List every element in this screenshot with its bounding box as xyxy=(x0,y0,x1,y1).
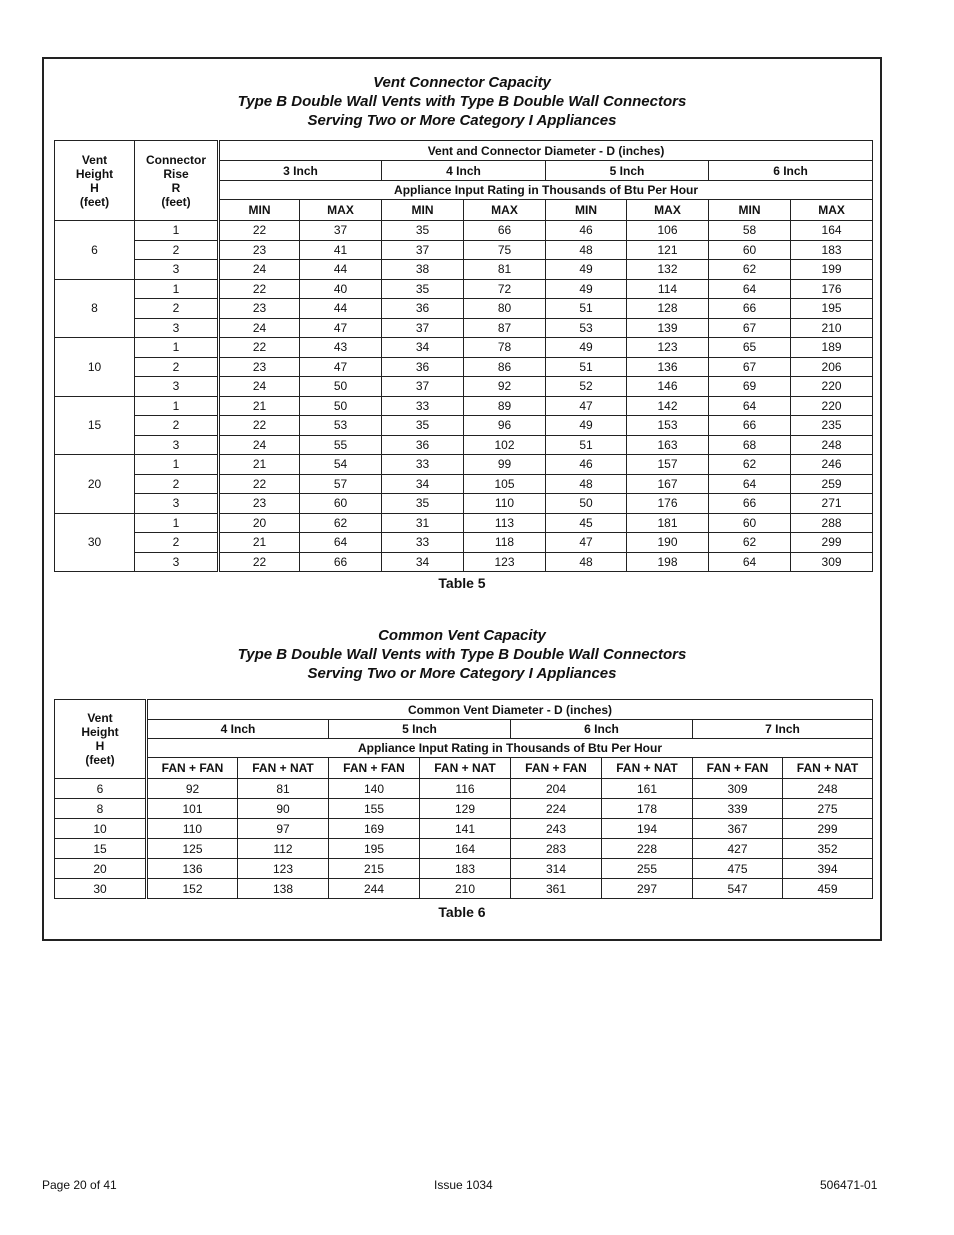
capacity-cell: 51 xyxy=(546,357,627,377)
table5-caption: Table 5 xyxy=(438,575,486,591)
capacity-cell: 68 xyxy=(709,435,791,455)
capacity-cell: 66 xyxy=(709,299,791,319)
capacity-cell: 64 xyxy=(709,552,791,572)
capacity-cell: 47 xyxy=(300,318,382,338)
capacity-cell: 255 xyxy=(602,859,693,879)
table-row xyxy=(55,879,873,899)
capacity-cell: 60 xyxy=(709,513,791,533)
vent-height-cell: 6 xyxy=(55,221,135,280)
capacity-cell: 246 xyxy=(791,455,873,475)
connector-rise-header: Connector Rise R (feet) xyxy=(135,141,219,221)
capacity-cell: 106 xyxy=(627,221,709,241)
capacity-cell: 80 xyxy=(464,299,546,319)
capacity-cell: 44 xyxy=(300,260,382,280)
table-row xyxy=(55,338,873,358)
capacity-cell: 367 xyxy=(693,819,783,839)
capacity-cell: 153 xyxy=(627,416,709,436)
capacity-cell: 44 xyxy=(300,299,382,319)
capacity-cell: 22 xyxy=(219,552,300,572)
vent-height-cell: 20 xyxy=(55,859,147,879)
capacity-cell: 361 xyxy=(511,879,602,899)
table5-title-line: Vent Connector Capacity xyxy=(373,74,551,91)
capacity-cell: 24 xyxy=(219,260,300,280)
capacity-cell: 427 xyxy=(693,839,783,859)
capacity-cell: 112 xyxy=(238,839,329,859)
size-header: 4 Inch xyxy=(382,161,546,181)
table5-title-line: Type B Double Wall Vents with Type B Double Wall Connectors xyxy=(237,93,687,110)
capacity-cell: 164 xyxy=(420,839,511,859)
capacity-cell: 22 xyxy=(219,416,300,436)
capacity-cell: 161 xyxy=(602,779,693,799)
size-header: 5 Inch xyxy=(546,161,709,181)
table-row xyxy=(55,240,873,260)
capacity-cell: 248 xyxy=(791,435,873,455)
capacity-cell: 49 xyxy=(546,260,627,280)
size-header: 6 Inch xyxy=(511,720,693,739)
capacity-cell: 50 xyxy=(300,377,382,397)
capacity-cell: 102 xyxy=(464,435,546,455)
capacity-cell: 78 xyxy=(464,338,546,358)
fan-nat-header: FAN + NAT xyxy=(420,758,511,779)
capacity-cell: 22 xyxy=(219,279,300,299)
capacity-cell: 142 xyxy=(627,396,709,416)
fan-fan-header: FAN + FAN xyxy=(147,758,238,779)
fan-nat-header: FAN + NAT xyxy=(602,758,693,779)
connector-rise-cell: 2 xyxy=(135,299,219,319)
capacity-cell: 60 xyxy=(709,240,791,260)
capacity-cell: 176 xyxy=(627,494,709,514)
capacity-cell: 75 xyxy=(464,240,546,260)
table-row xyxy=(55,260,873,280)
capacity-cell: 62 xyxy=(709,260,791,280)
capacity-cell: 157 xyxy=(627,455,709,475)
table-row xyxy=(55,859,873,879)
capacity-cell: 51 xyxy=(546,435,627,455)
capacity-cell: 67 xyxy=(709,318,791,338)
capacity-cell: 110 xyxy=(464,494,546,514)
capacity-cell: 47 xyxy=(546,396,627,416)
capacity-cell: 181 xyxy=(627,513,709,533)
rating-header: Appliance Input Rating in Thousands of Btu Per Hour xyxy=(147,739,873,758)
capacity-cell: 199 xyxy=(791,260,873,280)
capacity-cell: 194 xyxy=(602,819,693,839)
capacity-cell: 23 xyxy=(219,240,300,260)
capacity-cell: 195 xyxy=(791,299,873,319)
capacity-cell: 33 xyxy=(382,455,464,475)
min-header: MIN xyxy=(219,200,300,221)
capacity-cell: 23 xyxy=(219,357,300,377)
capacity-cell: 34 xyxy=(382,338,464,358)
capacity-cell: 22 xyxy=(219,338,300,358)
capacity-cell: 49 xyxy=(546,279,627,299)
capacity-cell: 54 xyxy=(300,455,382,475)
capacity-cell: 66 xyxy=(709,494,791,514)
capacity-cell: 45 xyxy=(546,513,627,533)
table5-title xyxy=(44,73,880,130)
capacity-cell: 155 xyxy=(329,799,420,819)
table6-title-line: Common Vent Capacity xyxy=(378,627,546,644)
capacity-cell: 138 xyxy=(238,879,329,899)
capacity-cell: 167 xyxy=(627,474,709,494)
capacity-cell: 128 xyxy=(627,299,709,319)
capacity-cell: 48 xyxy=(546,474,627,494)
capacity-cell: 37 xyxy=(382,377,464,397)
connector-rise-cell: 1 xyxy=(135,455,219,475)
capacity-cell: 235 xyxy=(791,416,873,436)
capacity-cell: 64 xyxy=(709,474,791,494)
capacity-cell: 297 xyxy=(602,879,693,899)
capacity-cell: 34 xyxy=(382,552,464,572)
capacity-cell: 198 xyxy=(627,552,709,572)
connector-rise-cell: 1 xyxy=(135,279,219,299)
capacity-cell: 547 xyxy=(693,879,783,899)
capacity-cell: 53 xyxy=(300,416,382,436)
capacity-cell: 38 xyxy=(382,260,464,280)
capacity-cell: 66 xyxy=(300,552,382,572)
capacity-cell: 183 xyxy=(420,859,511,879)
capacity-cell: 118 xyxy=(464,533,546,553)
vent-height-cell: 10 xyxy=(55,338,135,397)
capacity-cell: 52 xyxy=(546,377,627,397)
capacity-cell: 24 xyxy=(219,377,300,397)
table-row xyxy=(55,318,873,338)
capacity-cell: 66 xyxy=(709,416,791,436)
connector-rise-cell: 3 xyxy=(135,377,219,397)
vent-height-cell: 8 xyxy=(55,799,147,819)
table-row xyxy=(55,221,873,241)
capacity-cell: 46 xyxy=(546,455,627,475)
fan-nat-header: FAN + NAT xyxy=(783,758,873,779)
capacity-cell: 314 xyxy=(511,859,602,879)
vent-height-header: Vent Height H (feet) xyxy=(55,700,147,779)
vent-height-cell: 6 xyxy=(55,779,147,799)
fan-fan-header: FAN + FAN xyxy=(693,758,783,779)
table-row xyxy=(55,819,873,839)
capacity-cell: 164 xyxy=(791,221,873,241)
connector-rise-cell: 3 xyxy=(135,494,219,514)
capacity-cell: 195 xyxy=(329,839,420,859)
capacity-cell: 113 xyxy=(464,513,546,533)
table-row xyxy=(55,357,873,377)
table-row xyxy=(55,435,873,455)
capacity-cell: 121 xyxy=(627,240,709,260)
capacity-cell: 62 xyxy=(300,513,382,533)
capacity-cell: 31 xyxy=(382,513,464,533)
capacity-cell: 152 xyxy=(147,879,238,899)
table6-caption: Table 6 xyxy=(438,904,486,920)
capacity-cell: 475 xyxy=(693,859,783,879)
capacity-cell: 35 xyxy=(382,279,464,299)
capacity-cell: 220 xyxy=(791,396,873,416)
capacity-cell: 178 xyxy=(602,799,693,819)
capacity-cell: 105 xyxy=(464,474,546,494)
capacity-cell: 86 xyxy=(464,357,546,377)
table-row xyxy=(55,513,873,533)
capacity-cell: 64 xyxy=(709,279,791,299)
capacity-cell: 47 xyxy=(546,533,627,553)
rating-header: Appliance Input Rating in Thousands of Btu Per Hour xyxy=(219,181,873,200)
capacity-cell: 110 xyxy=(147,819,238,839)
capacity-cell: 275 xyxy=(783,799,873,819)
connector-rise-cell: 3 xyxy=(135,435,219,455)
capacity-cell: 123 xyxy=(464,552,546,572)
capacity-cell: 99 xyxy=(464,455,546,475)
capacity-cell: 210 xyxy=(420,879,511,899)
capacity-cell: 65 xyxy=(709,338,791,358)
size-header: 7 Inch xyxy=(693,720,873,739)
capacity-cell: 33 xyxy=(382,533,464,553)
capacity-cell: 459 xyxy=(783,879,873,899)
capacity-cell: 41 xyxy=(300,240,382,260)
connector-rise-cell: 3 xyxy=(135,318,219,338)
document-number: 506471-01 xyxy=(820,1178,878,1192)
table-row xyxy=(55,299,873,319)
capacity-cell: 283 xyxy=(511,839,602,859)
capacity-cell: 259 xyxy=(791,474,873,494)
connector-rise-cell: 1 xyxy=(135,221,219,241)
capacity-cell: 21 xyxy=(219,396,300,416)
table-row xyxy=(55,494,873,514)
fan-fan-header: FAN + FAN xyxy=(511,758,602,779)
min-header: MIN xyxy=(382,200,464,221)
capacity-cell: 101 xyxy=(147,799,238,819)
max-header: MAX xyxy=(627,200,709,221)
capacity-cell: 89 xyxy=(464,396,546,416)
vent-height-cell: 10 xyxy=(55,819,147,839)
capacity-cell: 36 xyxy=(382,299,464,319)
capacity-cell: 33 xyxy=(382,396,464,416)
capacity-cell: 23 xyxy=(219,299,300,319)
capacity-cell: 53 xyxy=(546,318,627,338)
capacity-cell: 129 xyxy=(420,799,511,819)
vent-height-cell: 20 xyxy=(55,455,135,514)
capacity-cell: 309 xyxy=(693,779,783,799)
capacity-cell: 189 xyxy=(791,338,873,358)
capacity-cell: 21 xyxy=(219,533,300,553)
capacity-cell: 204 xyxy=(511,779,602,799)
table-row xyxy=(55,799,873,819)
min-header: MIN xyxy=(709,200,791,221)
capacity-cell: 183 xyxy=(791,240,873,260)
capacity-cell: 352 xyxy=(783,839,873,859)
capacity-cell: 62 xyxy=(709,533,791,553)
capacity-cell: 125 xyxy=(147,839,238,859)
capacity-cell: 136 xyxy=(627,357,709,377)
capacity-cell: 215 xyxy=(329,859,420,879)
issue-number: Issue 1034 xyxy=(434,1178,493,1192)
size-header: 6 Inch xyxy=(709,161,873,181)
capacity-cell: 48 xyxy=(546,552,627,572)
vent-height-cell: 30 xyxy=(55,513,135,572)
fan-fan-header: FAN + FAN xyxy=(329,758,420,779)
connector-rise-cell: 1 xyxy=(135,338,219,358)
table-row xyxy=(55,377,873,397)
capacity-cell: 288 xyxy=(791,513,873,533)
table6-title-line: Type B Double Wall Vents with Type B Double Wall Connectors xyxy=(237,646,687,663)
max-header: MAX xyxy=(464,200,546,221)
capacity-cell: 81 xyxy=(464,260,546,280)
size-header: 3 Inch xyxy=(219,161,382,181)
table-row xyxy=(55,779,873,799)
connector-rise-cell: 2 xyxy=(135,533,219,553)
capacity-cell: 394 xyxy=(783,859,873,879)
capacity-cell: 22 xyxy=(219,474,300,494)
capacity-cell: 228 xyxy=(602,839,693,859)
capacity-cell: 224 xyxy=(511,799,602,819)
capacity-cell: 20 xyxy=(219,513,300,533)
capacity-cell: 114 xyxy=(627,279,709,299)
max-header: MAX xyxy=(791,200,873,221)
connector-rise-cell: 2 xyxy=(135,357,219,377)
capacity-cell: 49 xyxy=(546,416,627,436)
size-header: 5 Inch xyxy=(329,720,511,739)
table-row xyxy=(55,552,873,572)
vent-height-cell: 15 xyxy=(55,839,147,859)
capacity-cell: 90 xyxy=(238,799,329,819)
diameter-header: Common Vent Diameter - D (inches) xyxy=(147,700,873,720)
capacity-cell: 169 xyxy=(329,819,420,839)
capacity-cell: 190 xyxy=(627,533,709,553)
capacity-cell: 66 xyxy=(464,221,546,241)
capacity-cell: 55 xyxy=(300,435,382,455)
capacity-cell: 220 xyxy=(791,377,873,397)
capacity-cell: 67 xyxy=(709,357,791,377)
table-row xyxy=(55,839,873,859)
capacity-cell: 35 xyxy=(382,494,464,514)
diameter-header: Vent and Connector Diameter - D (inches) xyxy=(219,141,873,161)
vent-height-cell: 8 xyxy=(55,279,135,338)
table-row xyxy=(55,533,873,553)
vent-height-cell: 30 xyxy=(55,879,147,899)
table6-title xyxy=(44,626,880,683)
capacity-cell: 64 xyxy=(300,533,382,553)
connector-rise-cell: 3 xyxy=(135,260,219,280)
connector-rise-cell: 2 xyxy=(135,474,219,494)
capacity-cell: 57 xyxy=(300,474,382,494)
table5-title-line: Serving Two or More Category I Appliances xyxy=(307,112,617,129)
capacity-cell: 43 xyxy=(300,338,382,358)
min-header: MIN xyxy=(546,200,627,221)
capacity-cell: 176 xyxy=(791,279,873,299)
vent-height-cell: 15 xyxy=(55,396,135,455)
size-header: 4 Inch xyxy=(147,720,329,739)
capacity-cell: 92 xyxy=(147,779,238,799)
capacity-cell: 36 xyxy=(382,357,464,377)
table-row xyxy=(55,416,873,436)
table-row xyxy=(55,474,873,494)
fan-nat-header: FAN + NAT xyxy=(238,758,329,779)
table6-title-line: Serving Two or More Category I Appliances xyxy=(307,665,617,682)
capacity-cell: 141 xyxy=(420,819,511,839)
capacity-cell: 243 xyxy=(511,819,602,839)
connector-rise-cell: 2 xyxy=(135,416,219,436)
capacity-cell: 37 xyxy=(382,318,464,338)
capacity-cell: 47 xyxy=(300,357,382,377)
capacity-cell: 206 xyxy=(791,357,873,377)
capacity-cell: 37 xyxy=(300,221,382,241)
capacity-cell: 248 xyxy=(783,779,873,799)
capacity-cell: 136 xyxy=(147,859,238,879)
capacity-cell: 51 xyxy=(546,299,627,319)
capacity-cell: 163 xyxy=(627,435,709,455)
capacity-cell: 22 xyxy=(219,221,300,241)
capacity-cell: 271 xyxy=(791,494,873,514)
capacity-cell: 116 xyxy=(420,779,511,799)
table-row xyxy=(55,279,873,299)
capacity-cell: 123 xyxy=(238,859,329,879)
capacity-cell: 49 xyxy=(546,338,627,358)
capacity-cell: 87 xyxy=(464,318,546,338)
capacity-cell: 92 xyxy=(464,377,546,397)
capacity-cell: 60 xyxy=(300,494,382,514)
capacity-cell: 96 xyxy=(464,416,546,436)
capacity-cell: 339 xyxy=(693,799,783,819)
capacity-cell: 81 xyxy=(238,779,329,799)
capacity-cell: 50 xyxy=(300,396,382,416)
capacity-cell: 24 xyxy=(219,435,300,455)
capacity-cell: 132 xyxy=(627,260,709,280)
capacity-cell: 35 xyxy=(382,416,464,436)
capacity-cell: 23 xyxy=(219,494,300,514)
capacity-cell: 36 xyxy=(382,435,464,455)
table-row xyxy=(55,455,873,475)
capacity-cell: 146 xyxy=(627,377,709,397)
page-number: Page 20 of 41 xyxy=(42,1178,117,1192)
capacity-cell: 48 xyxy=(546,240,627,260)
capacity-cell: 34 xyxy=(382,474,464,494)
capacity-cell: 299 xyxy=(783,819,873,839)
capacity-cell: 58 xyxy=(709,221,791,241)
capacity-cell: 69 xyxy=(709,377,791,397)
capacity-cell: 21 xyxy=(219,455,300,475)
content-frame xyxy=(42,57,882,941)
capacity-cell: 50 xyxy=(546,494,627,514)
capacity-cell: 139 xyxy=(627,318,709,338)
capacity-cell: 37 xyxy=(382,240,464,260)
capacity-cell: 62 xyxy=(709,455,791,475)
capacity-cell: 97 xyxy=(238,819,329,839)
capacity-cell: 24 xyxy=(219,318,300,338)
capacity-cell: 123 xyxy=(627,338,709,358)
capacity-cell: 40 xyxy=(300,279,382,299)
capacity-cell: 46 xyxy=(546,221,627,241)
connector-rise-cell: 3 xyxy=(135,552,219,572)
table-row xyxy=(55,396,873,416)
vent-connector-table xyxy=(54,140,873,572)
connector-rise-cell: 1 xyxy=(135,513,219,533)
capacity-cell: 244 xyxy=(329,879,420,899)
capacity-cell: 72 xyxy=(464,279,546,299)
capacity-cell: 35 xyxy=(382,221,464,241)
capacity-cell: 140 xyxy=(329,779,420,799)
common-vent-table xyxy=(54,699,873,899)
connector-rise-cell: 1 xyxy=(135,396,219,416)
capacity-cell: 64 xyxy=(709,396,791,416)
capacity-cell: 299 xyxy=(791,533,873,553)
capacity-cell: 309 xyxy=(791,552,873,572)
capacity-cell: 210 xyxy=(791,318,873,338)
vent-height-header: Vent Height H (feet) xyxy=(55,141,135,221)
max-header: MAX xyxy=(300,200,382,221)
connector-rise-cell: 2 xyxy=(135,240,219,260)
